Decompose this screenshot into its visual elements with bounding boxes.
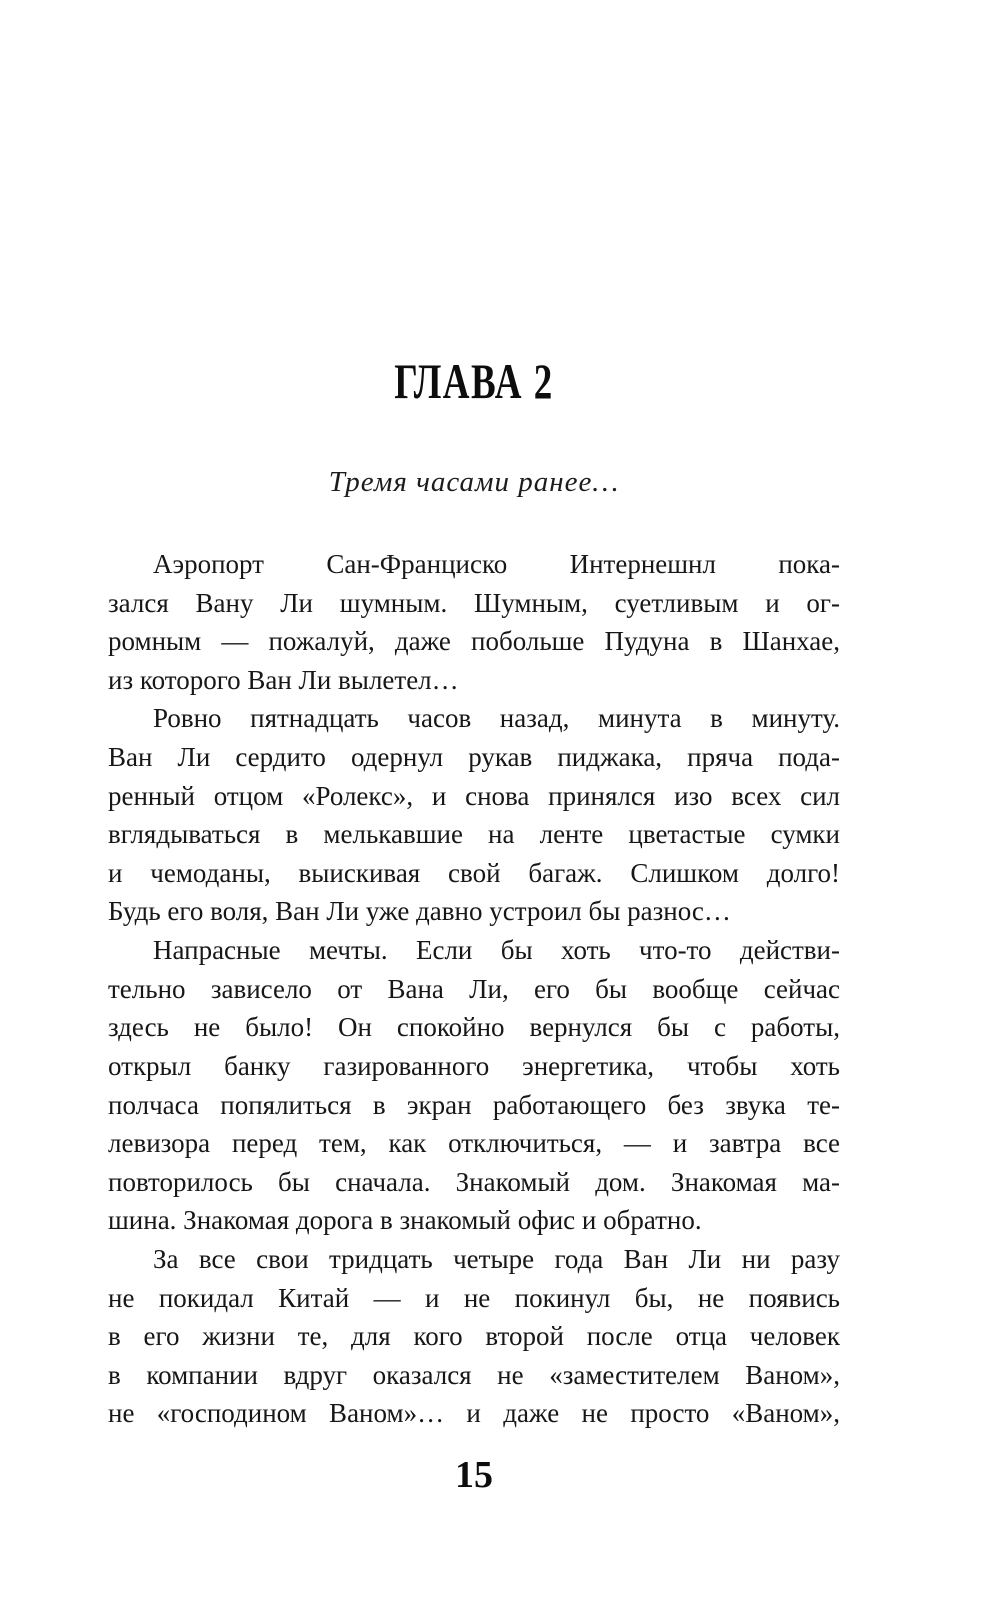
text-line: в компании вдруг оказался не «заместителем Ваном», [108, 1359, 840, 1390]
text-line: За все свои тридцать четыре года Ван Ли ни разу [153, 1243, 840, 1274]
page-number: 15 [455, 1454, 493, 1496]
text-line: Напрасные мечты. Если бы хоть что-то действи- [153, 935, 840, 966]
paragraph [108, 931, 840, 1240]
text-line: Ровно пятнадцать часов назад, минута в минуту. [153, 703, 840, 734]
text-line: шина. Знакомая дорога в знакомый офис и обратно. [108, 1205, 702, 1236]
text-line: Будь его воля, Ван Ли уже давно устроил бы разнос… [108, 896, 731, 927]
paragraph [108, 545, 840, 699]
text-line: и чемоданы, выискивая свой багаж. Слишком долго! [108, 857, 840, 888]
text-line: ромным — пожалуй, даже побольше Пудуна в Шанхае, [108, 626, 840, 657]
chapter-subtitle: Тремя часами ранее… [328, 466, 620, 498]
text-line: в его жизни те, для кого второй после отца человек [108, 1321, 840, 1352]
text-line: повторилось бы сначала. Знакомый дом. Знакомая ма- [108, 1166, 840, 1197]
text-line: из которого Ван Ли вылетел… [108, 664, 459, 695]
text-line: вглядываться в мелькавшие на ленте цветастые сумки [108, 819, 840, 850]
paragraph [108, 1240, 840, 1433]
chapter-heading: ГЛАВА 2 [394, 353, 554, 409]
text-line: не «господином Ваном»… и даже не просто «Ваном», [108, 1398, 840, 1429]
text-line: здесь не было! Он спокойно вернулся бы с работы, [108, 1012, 840, 1043]
text-line: левизора перед тем, как отключиться, — и завтра все [108, 1128, 840, 1159]
text-line: зался Вану Ли шумным. Шумным, суетливым и ог- [108, 587, 840, 618]
text-line: открыл банку газированного энергетика, чтобы хоть [108, 1050, 840, 1081]
text-line: тельно зависело от Вана Ли, его бы вообще сейчас [108, 973, 840, 1004]
paragraph [108, 699, 840, 931]
text-line: ренный отцом «Ролекс», и снова принялся изо всех сил [108, 780, 840, 811]
text-line: не покидал Китай — и не покинул бы, не появись [108, 1282, 840, 1313]
text-line: Ван Ли сердито одернул рукав пиджака, пряча пода- [108, 742, 840, 773]
text-line: Аэропорт Сан-Франциско Интернешнл пока- [153, 549, 840, 579]
page-body [108, 545, 840, 1433]
text-line: полчаса попялиться в экран работающего без звука те- [108, 1089, 840, 1120]
